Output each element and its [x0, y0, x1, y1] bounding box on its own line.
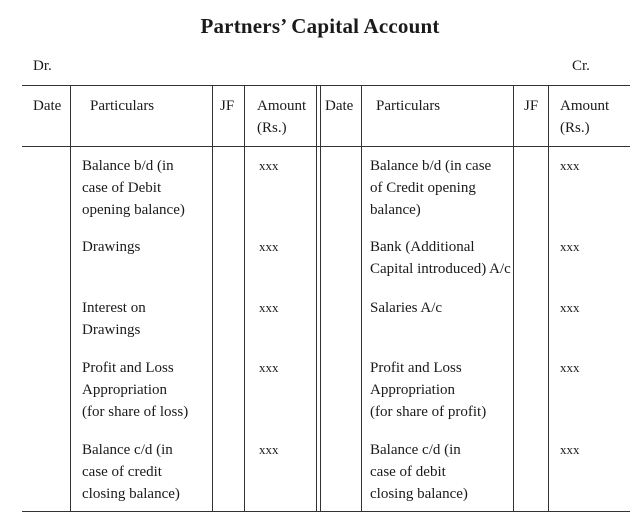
particulars-line: Balance c/d (in: [370, 442, 461, 458]
header-jf: JF: [220, 98, 235, 114]
particulars-line: closing balance): [82, 486, 180, 502]
particulars-line: (for share of profit): [370, 404, 487, 420]
particulars-line: opening balance): [82, 202, 185, 218]
column-divider: [244, 85, 245, 511]
particulars-line: balance): [370, 202, 421, 218]
debit-amount: xxx: [259, 158, 279, 173]
particulars-line: case of credit: [82, 464, 162, 480]
particulars-line: Bank (Additional: [370, 239, 475, 255]
header-bottom-rule: [22, 146, 630, 147]
debit-particulars-balance-cd: [82, 439, 180, 505]
debit-particulars-interest: [82, 297, 146, 341]
particulars-line: Drawings: [82, 239, 141, 255]
center-divider: [316, 85, 317, 511]
particulars-line: (for share of loss): [82, 404, 189, 420]
page-title: Partners’ Capital Account: [200, 14, 440, 38]
particulars-line: Appropriation: [82, 382, 167, 398]
center-divider: [320, 85, 321, 511]
particulars-line: Interest on: [82, 300, 146, 316]
header-amount-label: Amount: [560, 98, 610, 114]
particulars-line: Balance b/d (in case: [370, 158, 492, 174]
credit-amount: xxx: [560, 239, 580, 254]
table-top-rule: [22, 85, 630, 86]
column-divider: [513, 85, 514, 511]
column-divider: [212, 85, 213, 511]
header-amount: [560, 95, 609, 139]
column-divider: [70, 85, 71, 511]
header-particulars: Particulars: [376, 98, 441, 114]
particulars-line: Appropriation: [370, 382, 455, 398]
credit-particulars-profit-loss: [370, 357, 486, 423]
debit-particulars-balance-bd: [82, 155, 185, 221]
header-amount-label: Amount: [257, 98, 307, 114]
debit-side-label: Dr.: [33, 58, 52, 74]
credit-amount: xxx: [560, 300, 580, 315]
credit-particulars-salaries: [370, 297, 442, 319]
debit-amount: xxx: [259, 300, 279, 315]
header-jf: JF: [524, 98, 539, 114]
column-divider: [548, 85, 549, 511]
credit-particulars-balance-cd: [370, 439, 468, 505]
credit-particulars-balance-bd: [370, 155, 491, 221]
particulars-line: case of debit: [370, 464, 446, 480]
particulars-line: of Credit opening: [370, 180, 476, 196]
particulars-line: Profit and Loss: [370, 360, 462, 376]
particulars-line: Drawings: [82, 322, 141, 338]
credit-side-label: Cr.: [572, 58, 590, 74]
credit-particulars-bank: [370, 236, 511, 280]
header-amount: [257, 95, 306, 139]
credit-amount: xxx: [560, 442, 580, 457]
column-divider: [361, 85, 362, 511]
particulars-line: Balance c/d (in: [82, 442, 173, 458]
header-amount-unit: (Rs.): [560, 120, 590, 136]
header-amount-unit: (Rs.): [257, 120, 287, 136]
header-date: Date: [33, 98, 62, 114]
header-particulars: Particulars: [90, 98, 155, 114]
debit-amount: xxx: [259, 239, 279, 254]
debit-amount: xxx: [259, 442, 279, 457]
particulars-line: Profit and Loss: [82, 360, 174, 376]
debit-particulars-profit-loss: [82, 357, 188, 423]
particulars-line: closing balance): [370, 486, 468, 502]
credit-amount: xxx: [560, 158, 580, 173]
header-date: Date: [325, 98, 354, 114]
table-bottom-rule: [22, 511, 630, 512]
particulars-line: Capital introduced) A/c: [370, 261, 511, 277]
debit-amount: xxx: [259, 360, 279, 375]
credit-amount: xxx: [560, 360, 580, 375]
particulars-line: Balance b/d (in: [82, 158, 174, 174]
particulars-line: Salaries A/c: [370, 300, 443, 316]
particulars-line: case of Debit: [82, 180, 162, 196]
debit-particulars-drawings: [82, 236, 140, 258]
